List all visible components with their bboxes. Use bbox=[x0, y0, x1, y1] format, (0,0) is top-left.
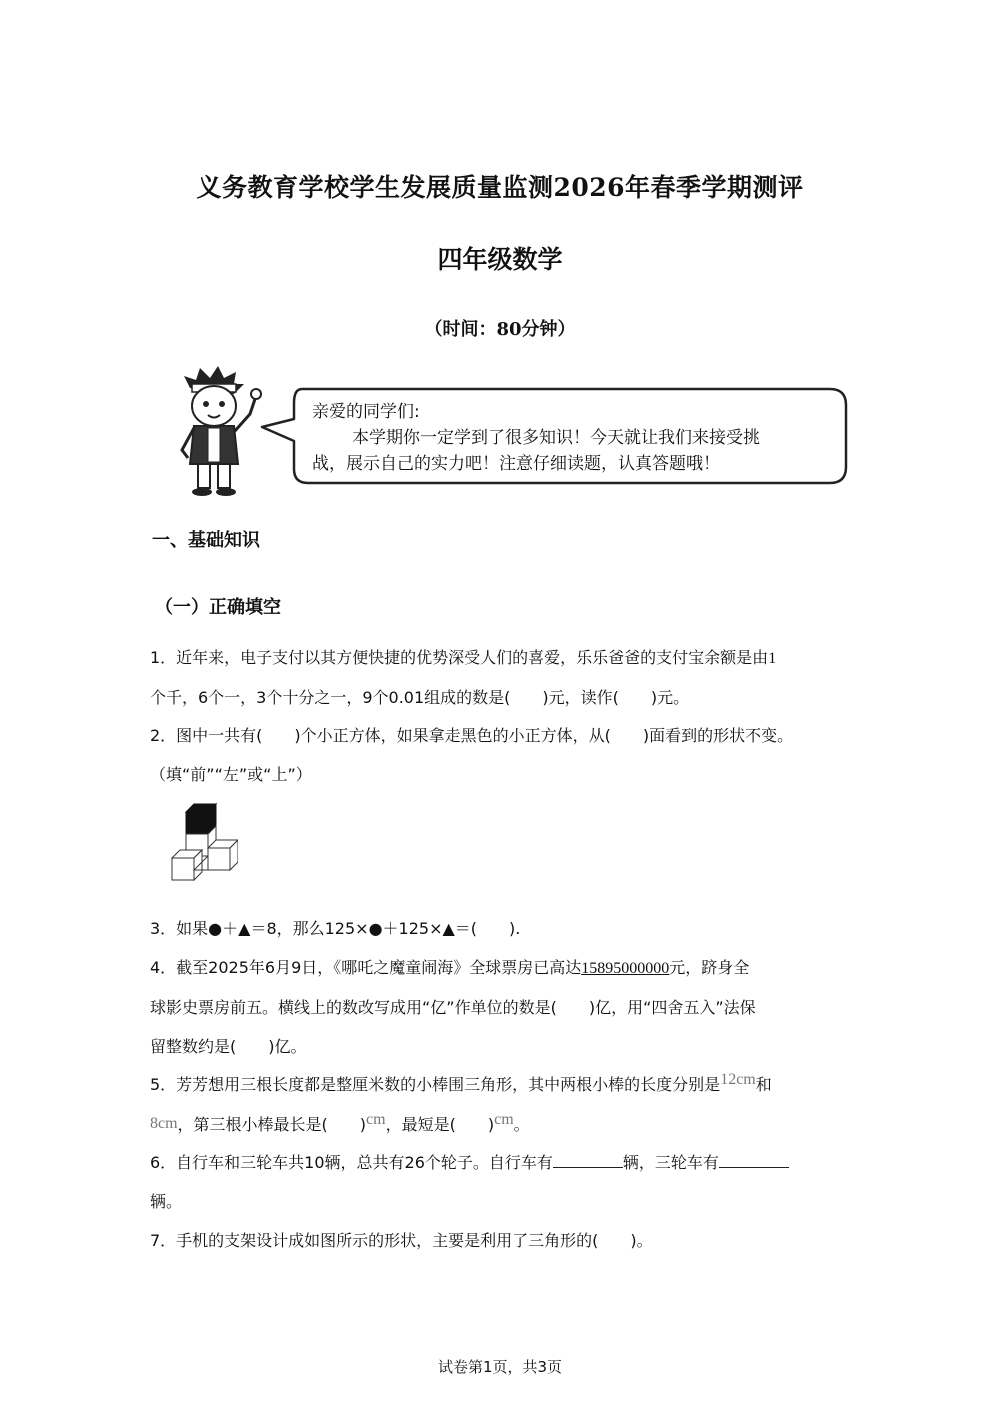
question-5-and: 和 bbox=[755, 1075, 772, 1094]
greeting-line-2: 本学期你一定学到了很多知识！今天就让我们来接受挑 bbox=[352, 428, 760, 448]
question-4-text-a-post: 元，跻身全 bbox=[669, 958, 750, 977]
question-5-unit-1: cm bbox=[366, 1111, 386, 1128]
question-5-length-1: 12cm bbox=[720, 1071, 756, 1088]
question-3-text: 3．如果●＋▲＝8，那么125×●＋125×▲＝( ). bbox=[150, 919, 521, 938]
question-4-text-a: 4．截至2025年6月9日，《哪吒之魔童闹海》全球票房已高达 bbox=[150, 958, 582, 977]
question-1 bbox=[150, 638, 850, 717]
question-1-text-a: 1．近年来，电子支付以其方便快捷的优势深受人们的喜爱，乐乐爸爸的支付宝余额是由 bbox=[150, 648, 769, 667]
question-7 bbox=[150, 1221, 850, 1260]
question-6-line-1 bbox=[150, 1143, 850, 1182]
question-1-line-1 bbox=[150, 638, 850, 678]
mascot-illustration bbox=[172, 366, 264, 498]
question-3 bbox=[150, 909, 850, 948]
question-6-text-mid: 辆，三轮车有 bbox=[622, 1153, 719, 1172]
answer-blank-bikes[interactable] bbox=[553, 1153, 623, 1168]
question-4 bbox=[150, 948, 850, 1066]
question-5-line-2 bbox=[150, 1105, 850, 1145]
question-4-line-3: 留整数约是( )亿。 bbox=[150, 1037, 307, 1056]
question-5-text-b3: 。 bbox=[513, 1115, 530, 1134]
greeting-line-1: 亲爱的同学们: bbox=[312, 402, 420, 422]
exam-time: （时间：80分钟） bbox=[424, 319, 576, 340]
page-footer: 试卷第1页，共3页 bbox=[437, 1358, 563, 1376]
section-heading: 一、基础知识 bbox=[152, 530, 260, 551]
question-6-text-a: 6．自行车和三轮车共10辆，总共有26个轮子。自行车有 bbox=[150, 1153, 553, 1172]
question-7-text: 7．手机的支架设计成如图所示的形状，主要是利用了三角形的( )。 bbox=[150, 1231, 653, 1250]
answer-blank-tricycles[interactable] bbox=[719, 1153, 789, 1168]
question-4-underlined-number: 15895000000 bbox=[581, 960, 670, 977]
exam-title: 义务教育学校学生发展质量监测2026年春季学期测评 bbox=[196, 173, 804, 202]
question-2-line-1: 2．图中一共有( )个小正方体，如果拿走黑色的小正方体，从( )面看到的形状不变。 bbox=[150, 726, 794, 745]
subsection-heading: （一）正确填空 bbox=[155, 597, 281, 618]
question-6 bbox=[150, 1143, 850, 1221]
question-5-unit-2: cm bbox=[494, 1111, 514, 1128]
question-6-line-2: 辆。 bbox=[150, 1192, 183, 1211]
question-5-text-b2: ，最短是( ) bbox=[385, 1115, 495, 1134]
question-5 bbox=[150, 1065, 850, 1145]
question-4-line-2: 球影史票房前五。横线上的数改写成用“亿”作单位的数是( )亿，用“四舍五入”法保 bbox=[150, 998, 756, 1017]
question-5-length-2: 8cm bbox=[150, 1115, 178, 1132]
cube-figure bbox=[168, 800, 238, 884]
question-5-text-a: 5．芳芳想用三根长度都是整厘米数的小棒围三角形，其中两根小棒的长度分别是 bbox=[150, 1075, 721, 1094]
greeting-text bbox=[312, 399, 832, 477]
question-2 bbox=[150, 716, 850, 794]
question-5-text-b1: ，第三根小棒最长是( ) bbox=[177, 1115, 367, 1134]
question-2-line-2: （填“前”“左”或“上”） bbox=[150, 765, 312, 784]
question-5-line-1 bbox=[150, 1065, 850, 1105]
question-1-num: 1 bbox=[768, 650, 777, 667]
exam-subtitle: 四年级数学 bbox=[437, 245, 563, 274]
question-1-line-2: 个千，6个一，3个十分之一，9个0.01组成的数是( )元，读作( )元。 bbox=[150, 688, 690, 707]
question-4-line-1 bbox=[150, 948, 850, 988]
greeting-line-3: 战，展示自己的实力吧！注意仔细读题，认真答题哦！ bbox=[312, 454, 720, 474]
